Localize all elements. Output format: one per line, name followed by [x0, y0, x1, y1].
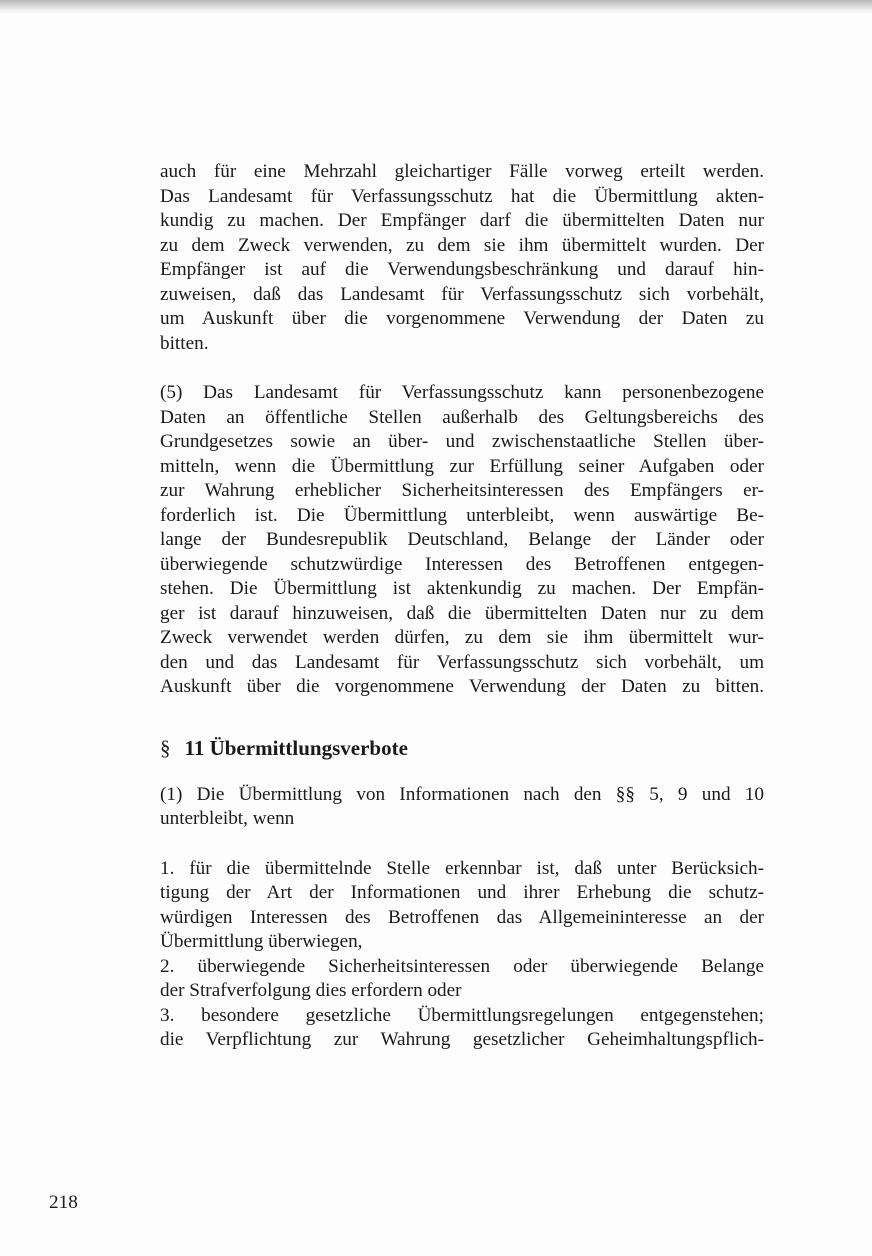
text-line: Übermittlung überwiegen, [160, 931, 363, 952]
text-line: stehen. Die Übermittlung ist aktenkundig zu machen. Der Empfän- [160, 578, 764, 599]
text-line: 1. für die übermittelnde Stelle erkennbar ist, daß unter Berücksich- [160, 857, 764, 879]
text-line: lange der Bundesrepublik Deutschland, Belange der Länder oder [160, 529, 764, 550]
text-line: (5) Das Landesamt für Verfassungsschutz kann personenbezogene [160, 382, 764, 403]
text-line: tigung der Art der Informationen und ihrer Erhebung die schutz- [160, 882, 764, 903]
text-line: würdigen Interessen des Betroffenen das Allgemeininteresse an der [160, 906, 764, 928]
text-line: zuweisen, daß das Landesamt für Verfassungsschutz sich vorbehält, [160, 283, 764, 305]
text-line: Zweck verwendet werden dürfen, zu dem sie ihm übermittelt wur- [160, 627, 764, 648]
text-line: kundig zu machen. Der Empfänger darf die übermittelten Daten nur [160, 210, 764, 231]
paragraph-5 [160, 381, 764, 700]
text-line: zu dem Zweck verwenden, zu dem sie ihm übermittelt wurden. Der [160, 234, 764, 256]
text-line: Daten an öffentliche Stellen außerhalb des Geltungsbereichs des [160, 406, 764, 428]
paragraph-continuation [160, 160, 764, 356]
section-title: 11 Übermittlungsverbote [184, 735, 408, 760]
text-line: zur Wahrung erheblicher Sicherheitsinteressen des Empfängers er- [160, 480, 764, 501]
text-line: Auskunft über die vorgenommene Verwendung der Daten zu bitten. [160, 676, 764, 697]
text-line: überwiegende schutzwürdige Interessen des Betroffenen entgegen- [160, 553, 764, 575]
paragraph-1 [160, 783, 764, 832]
text-line: (1) Die Übermittlung von Informationen nach den §§ 5, 9 und 10 [160, 783, 764, 805]
text-line: der Strafverfolgung dies erfordern oder [160, 980, 462, 1001]
page-number: 218 [49, 1192, 78, 1213]
scan-shadow-edge [0, 0, 872, 14]
text-line: mitteln, wenn die Übermittlung zur Erfüllung seiner Aufgaben oder [160, 455, 764, 477]
text-line: die Verpflichtung zur Wahrung gesetzlicher Geheimhaltungspflich- [160, 1029, 764, 1050]
text-line: um Auskunft über die vorgenommene Verwendung der Daten zu [160, 308, 764, 329]
text-line: Das Landesamt für Verfassungsschutz hat die Übermittlung akten- [160, 185, 764, 207]
text-line: Grundgesetzes sowie an über- und zwischenstaatliche Stellen über- [160, 431, 764, 452]
text-line: unterbleibt, wenn [160, 808, 295, 829]
text-line: 2. überwiegende Sicherheitsinteressen oder überwiegende Belange [160, 955, 764, 977]
text-line: 3. besondere gesetzliche Übermittlungsregelungen entgegenstehen; [160, 1004, 764, 1026]
page-body [160, 160, 764, 1053]
section-symbol: § [160, 735, 171, 760]
text-line: ger ist darauf hinzuweisen, daß die übermittelten Daten nur zu dem [160, 602, 764, 624]
text-line: auch für eine Mehrzahl gleichartiger Fälle vorweg erteilt werden. [160, 161, 764, 182]
text-line: forderlich ist. Die Übermittlung unterbleibt, wenn auswärtige Be- [160, 504, 764, 526]
text-line: bitten. [160, 332, 209, 354]
text-line: den und das Landesamt für Verfassungsschutz sich vorbehält, um [160, 651, 764, 673]
enumerated-list [160, 857, 764, 1053]
text-line: Empfänger ist auf die Verwendungsbeschränkung und darauf hin- [160, 259, 764, 280]
section-heading [160, 733, 764, 763]
